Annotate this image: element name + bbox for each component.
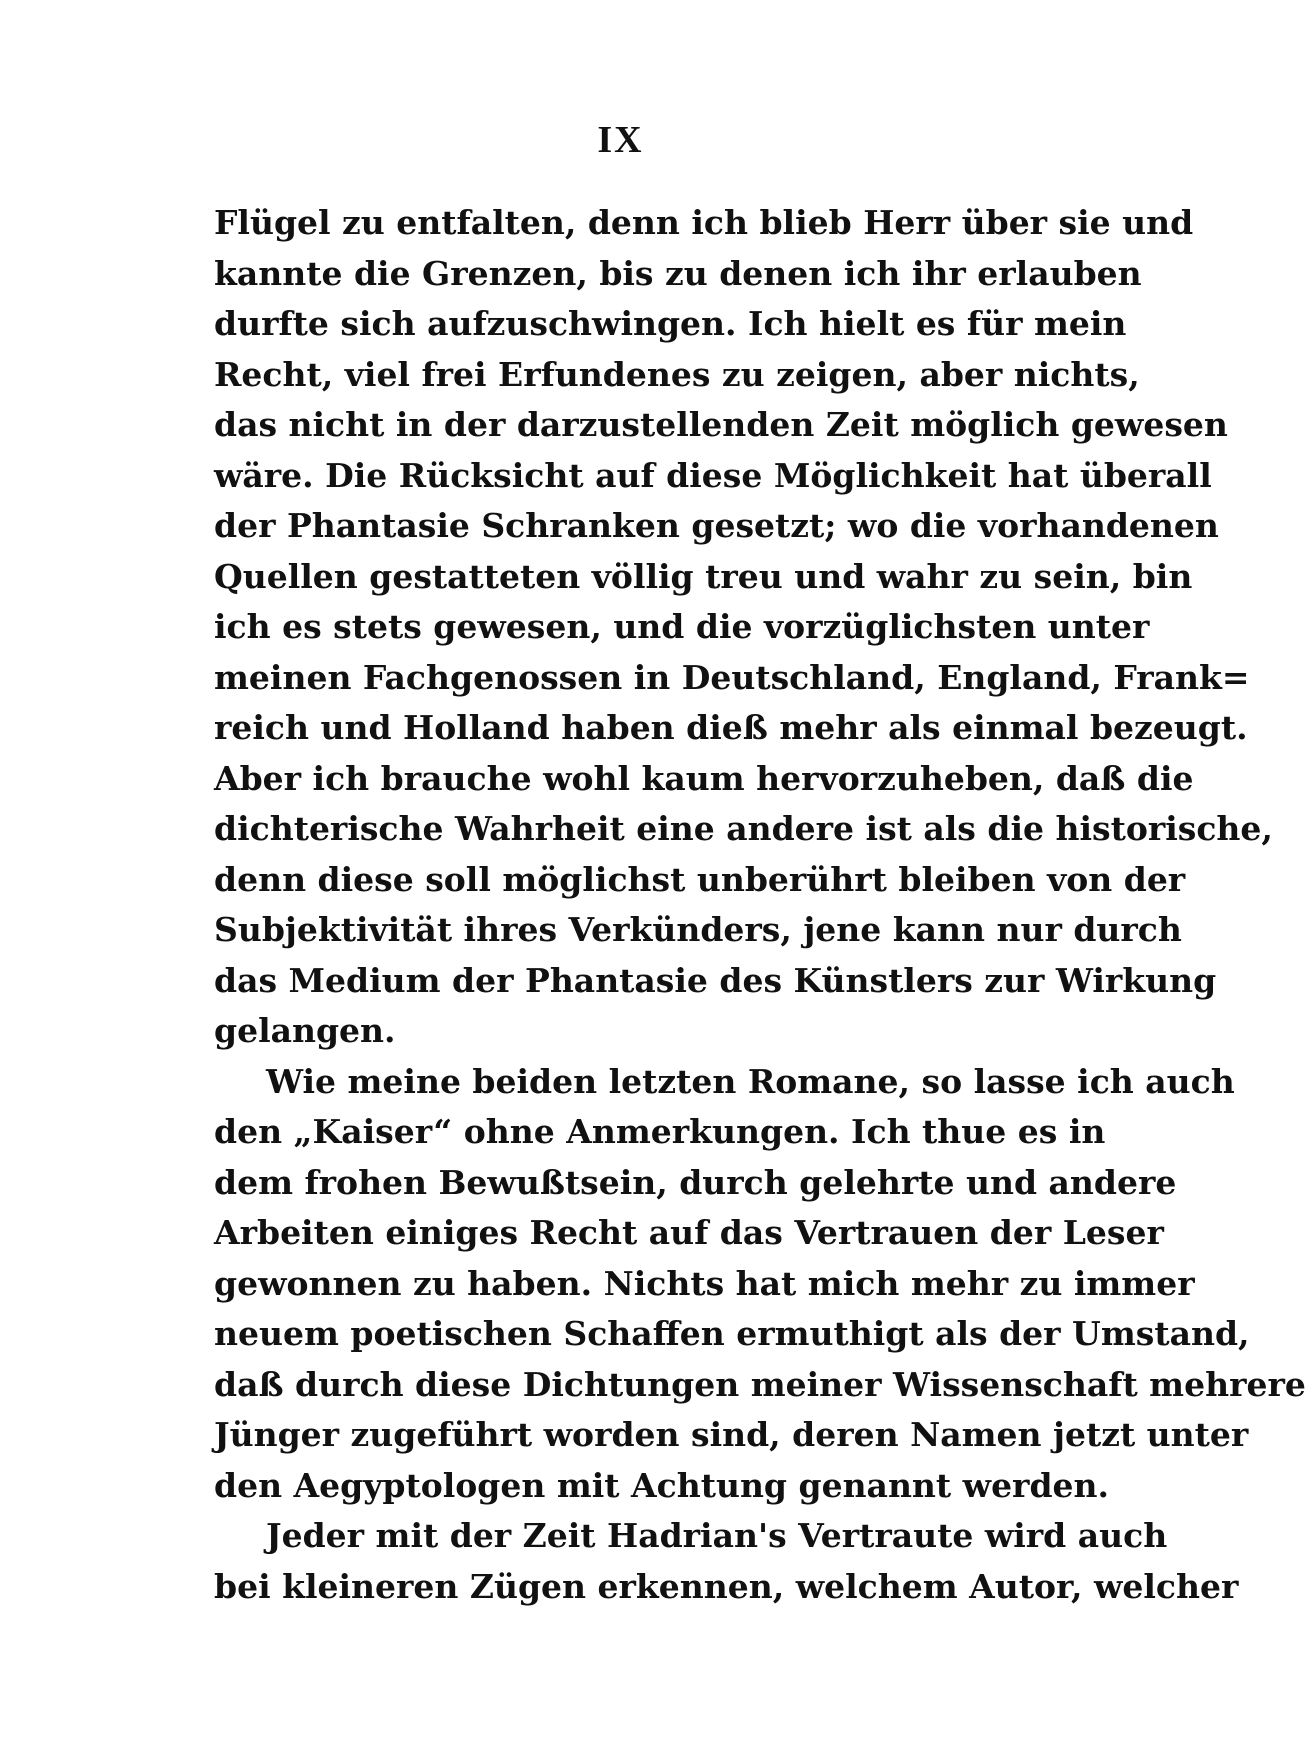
text-line: gewonnen zu haben. Nichts hat mich mehr zu immer <box>214 1263 1195 1303</box>
text-line: den Aegyptologen mit Achtung genannt werden. <box>214 1465 1109 1505</box>
text-line: den „Kaiser“ ohne Anmerkungen. Ich thue es in <box>214 1112 1106 1151</box>
text-line: daß durch diese Dichtungen meiner Wissenschaft mehrere <box>214 1364 1306 1404</box>
text-line: kannte die Grenzen, bis zu denen ich ihr erlauben <box>214 253 1142 293</box>
text-line: Jeder mit der Zeit Hadrian's Vertraute wird auch <box>266 1516 1168 1555</box>
text-line: gelangen. <box>214 1011 396 1050</box>
text-line: neuem poetischen Schaffen ermuthigt als der Umstand, <box>214 1314 1250 1353</box>
text-line: Recht, viel frei Erfundenes zu zeigen, aber nichts, <box>214 354 1140 394</box>
page-number: IX <box>597 119 644 161</box>
text-line: wäre. Die Rücksicht auf diese Möglichkeit hat überall <box>214 455 1212 495</box>
text-line: durfte sich aufzuschwingen. Ich hielt es für mein <box>214 304 1127 343</box>
text-line: reich und Holland haben dieß mehr als einmal bezeugt. <box>214 708 1248 747</box>
text-line: das nicht in der darzustellenden Zeit möglich gewesen <box>214 405 1228 444</box>
text-line: Subjektivität ihres Verkünders, jene kann nur durch <box>214 910 1182 949</box>
text-line: Flügel zu entfalten, denn ich blieb Herr über sie und <box>214 203 1194 242</box>
text-line: Wie meine beiden letzten Romane, so lasse ich auch <box>266 1061 1235 1101</box>
body-text <box>214 198 1306 1612</box>
text-line: der Phantasie Schranken gesetzt; wo die vorhandenen <box>214 506 1219 545</box>
text-line: Quellen gestatteten völlig treu und wahr zu sein, bin <box>214 556 1193 596</box>
text-line: dichterische Wahrheit eine andere ist als die historische, <box>214 809 1273 848</box>
text-line: bei kleineren Zügen erkennen, welchem Autor, welcher <box>214 1566 1239 1606</box>
text-line: Jünger zugeführt worden sind, deren Namen jetzt unter <box>214 1415 1249 1454</box>
text-line: dem frohen Bewußtsein, durch gelehrte und andere <box>214 1162 1177 1202</box>
text-line: denn diese soll möglichst unberührt bleiben von der <box>214 859 1186 899</box>
text-line: meinen Fachgenossen in Deutschland, England, Frank= <box>214 657 1250 697</box>
text-line: Aber ich brauche wohl kaum hervorzuheben, daß die <box>214 758 1194 798</box>
text-line: ich es stets gewesen, und die vorzüglichsten unter <box>214 607 1150 646</box>
text-line: das Medium der Phantasie des Künstlers zur Wirkung <box>214 960 1217 1000</box>
text-line: Arbeiten einiges Recht auf das Vertrauen der Leser <box>214 1213 1164 1252</box>
